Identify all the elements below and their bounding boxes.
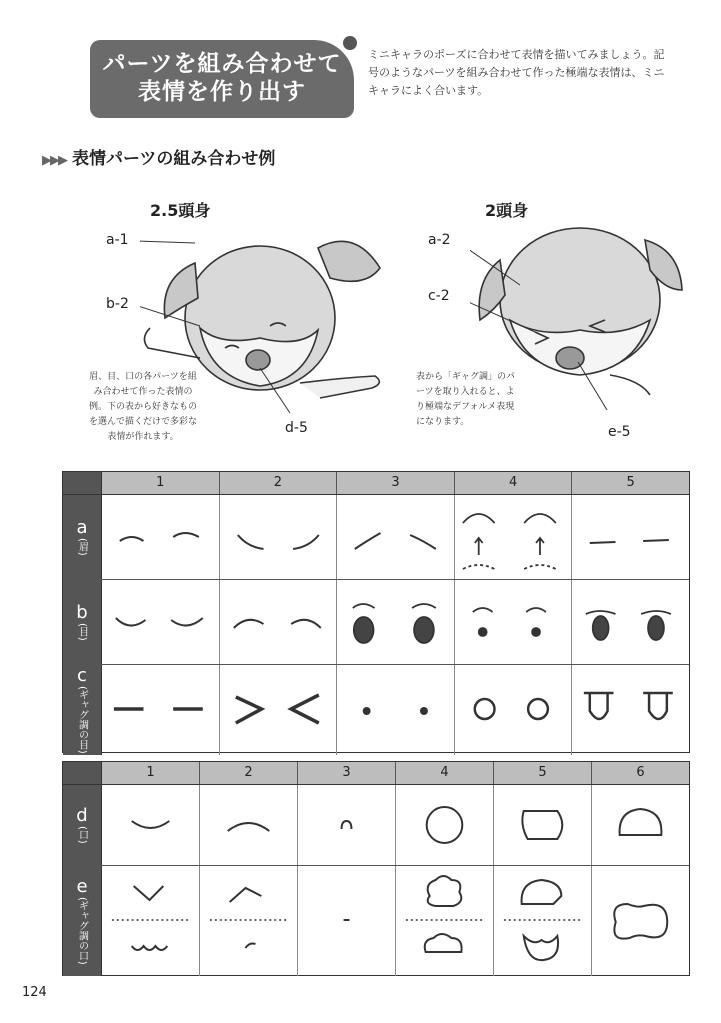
cell-c-5	[572, 665, 689, 755]
cell-a-3	[337, 495, 455, 579]
eye-b4-icon	[455, 580, 572, 664]
chibi-character-right-illustration	[470, 210, 690, 410]
table1-col-2: 2	[220, 472, 338, 494]
gag-eye-c4-icon	[455, 665, 572, 755]
eye-b5-icon	[572, 580, 689, 664]
row-header-e	[63, 866, 102, 976]
table2-col-6: 6	[636, 765, 645, 780]
callout-d-5: d-5	[285, 420, 308, 436]
gag-eye-c5-icon	[572, 665, 689, 755]
eyebrow-a5-icon	[572, 495, 689, 579]
cell-b-2	[220, 580, 338, 664]
triple-arrow-icon: ▶▶▶	[42, 153, 66, 168]
table2-row-e	[63, 866, 689, 976]
row-header-d	[63, 785, 102, 865]
table2-col-3: 3	[298, 762, 396, 784]
cell-a-4	[455, 495, 573, 579]
cell-d-1	[102, 785, 200, 865]
section-heading-text: 表情パーツの組み合わせ例	[72, 149, 276, 169]
mouth-d5-icon	[494, 785, 591, 865]
gag-mouth-e6-icon	[592, 866, 689, 976]
title-dot-decoration	[343, 36, 357, 50]
chibi-character-left-illustration	[140, 208, 400, 438]
cell-c-3	[337, 665, 455, 755]
right-figure-label: 2頭身	[485, 201, 529, 220]
left-figure-label: 2.5頭身	[150, 201, 211, 220]
cell-d-5	[494, 785, 592, 865]
callout-e-5: e-5	[608, 424, 631, 440]
mouth-d1-icon	[102, 785, 199, 865]
cell-e-1	[102, 866, 200, 976]
row-header-a	[63, 495, 102, 579]
eye-b1-icon	[102, 580, 219, 664]
parts-table-eyes-brows	[62, 471, 690, 753]
gag-mouth-e5-icon	[494, 866, 591, 976]
row-sub: (目)	[76, 623, 88, 641]
eyebrow-a4-icon	[455, 495, 572, 579]
cell-b-5	[572, 580, 689, 664]
cell-a-2	[220, 495, 338, 579]
gag-eye-c2-icon	[220, 665, 337, 755]
intro-text: ミニキャラのポーズに合わせて表情を描いてみましょう。記号のようなパーツを組み合わせて作った極端な表情は、ミニキャラによく合います。	[368, 48, 665, 97]
cell-d-3	[298, 785, 396, 865]
row-letter: d	[76, 805, 88, 827]
row-letter: a	[76, 517, 88, 539]
row-header-c	[63, 665, 102, 755]
table2-col-2: 2	[200, 762, 298, 784]
row-sub: (ギャグ調の口)	[76, 897, 88, 965]
cell-a-5	[572, 495, 689, 579]
row-letter: b	[76, 602, 88, 624]
mouth-d3-icon	[298, 785, 395, 865]
table1-corner	[63, 472, 102, 494]
eyebrow-a3-icon	[337, 495, 454, 579]
table1-row-c	[63, 665, 689, 755]
table1-row-a	[63, 495, 689, 580]
eye-b2-icon	[220, 580, 337, 664]
row-letter: c	[77, 665, 87, 687]
table1-col-5: 5	[626, 475, 635, 490]
row-sub: (ギャグ調の目)	[76, 686, 88, 754]
cell-c-1	[102, 665, 220, 755]
gag-mouth-e2-icon	[200, 866, 297, 976]
gag-eye-c3-icon	[337, 665, 454, 755]
parts-table-mouths	[62, 761, 690, 976]
row-letter: e	[76, 876, 88, 898]
cell-b-4	[455, 580, 573, 664]
mouth-d6-icon	[592, 785, 689, 865]
cell-e-3	[298, 866, 396, 976]
gag-mouth-e4-icon	[396, 866, 493, 976]
cell-d-6	[592, 785, 689, 865]
cell-b-1	[102, 580, 220, 664]
callout-b-2: b-2	[106, 296, 129, 312]
left-figure-note: 眉、目、口の各パーツを組み合わせて作った表情の例。下の表から好きなものを選んで描くだけで多彩な表情が作れます。	[88, 372, 197, 442]
eye-b3-icon	[337, 580, 454, 664]
table2-header-row	[63, 762, 689, 785]
cell-b-3	[337, 580, 455, 664]
gag-mouth-e3-icon	[298, 866, 395, 976]
table2-col-1: 1	[102, 762, 200, 784]
gag-mouth-e1-icon	[102, 866, 199, 976]
table1-header-row	[63, 472, 689, 495]
title-line-2: 表情を作り出す	[138, 79, 306, 105]
table2-row-d	[63, 785, 689, 866]
cell-c-2	[220, 665, 338, 755]
row-sub: (眉)	[76, 538, 88, 556]
title-box	[90, 40, 354, 118]
callout-a-1: a-1	[106, 232, 129, 248]
mouth-d2-icon	[200, 785, 297, 865]
table2-corner	[63, 762, 102, 784]
eyebrow-a1-icon	[102, 495, 219, 579]
title-line-1: パーツを組み合わせて	[102, 51, 342, 77]
section-heading	[42, 144, 275, 169]
cell-d-2	[200, 785, 298, 865]
page-number: 124	[22, 985, 47, 1000]
gag-eye-c1-icon	[102, 665, 219, 755]
right-figure-note: 表から「ギャグ調」のパーツを取り入れると、より極端なデフォルメ表現になります。	[416, 372, 516, 427]
row-sub: (口)	[76, 826, 88, 844]
table2-col-4: 4	[396, 762, 494, 784]
table1-col-4: 4	[455, 472, 573, 494]
callout-a-2: a-2	[428, 232, 451, 248]
cell-c-4	[455, 665, 573, 755]
cell-e-4	[396, 866, 494, 976]
table2-col-5: 5	[494, 762, 592, 784]
cell-d-4	[396, 785, 494, 865]
table1-col-3: 3	[337, 472, 455, 494]
table1-row-b	[63, 580, 689, 665]
cell-e-5	[494, 866, 592, 976]
eyebrow-a2-icon	[220, 495, 337, 579]
mouth-d4-icon	[396, 785, 493, 865]
row-header-b	[63, 580, 102, 664]
cell-a-1	[102, 495, 220, 579]
table1-col-1: 1	[102, 472, 220, 494]
callout-c-2: c-2	[428, 288, 450, 304]
cell-e-6	[592, 866, 689, 976]
cell-e-2	[200, 866, 298, 976]
